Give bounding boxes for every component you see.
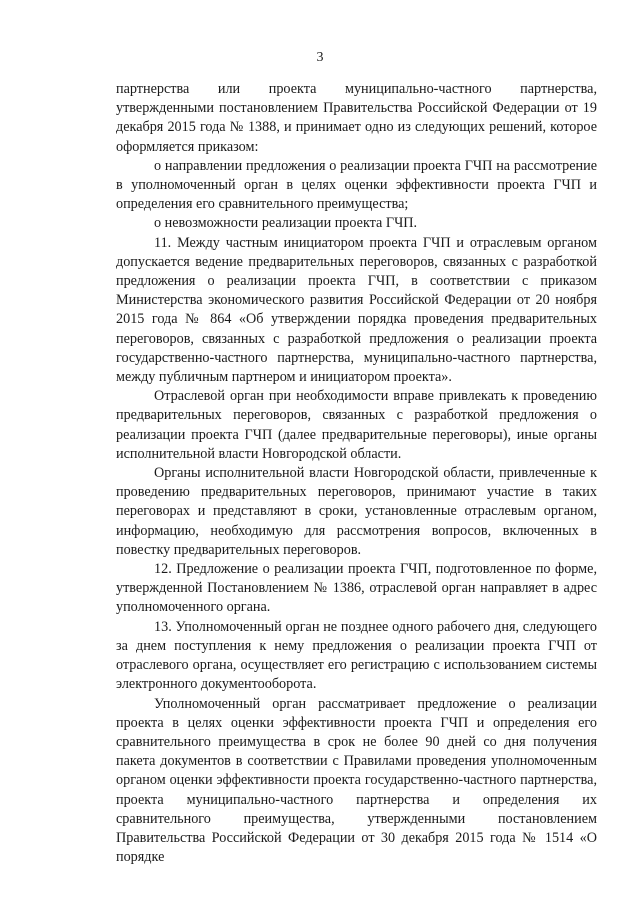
paragraph-item-13: 13. Уполномоченный орган не позднее одного рабочего дня, следующего за днем поступления к нему предложения о реализации проекта ГЧП от отраслевого органа, осуществляет его регистрацию с использованием системы электронного документооборота. bbox=[116, 618, 597, 693]
paragraph-authorized-body: Уполномоченный орган рассматривает предложение о реализации проекта в целях оценки эффективности проекта ГЧП и определения его сравнительного преимущества в срок не более 90 дней со дня получения пакета документов в соответствии с Правилами проведения уполномоченным органом оценки эффективности проекта государственно-частного партнерства, проекта муниципально-частного партнерства и определения их сравнительного преимущества, утвержденными постановлением Правительства Российской Федерации от 30 декабря 2015 года № 1514 «О порядке bbox=[116, 695, 597, 866]
paragraph-option-impossibility: о невозможности реализации проекта ГЧП. bbox=[154, 215, 418, 232]
paragraph-option-referral: о направлении предложения о реализации проекта ГЧП на рассмотрение в уполномоченный орган в целях оценки эффективности проекта ГЧП и определения его сравнительного преимущества; bbox=[116, 157, 597, 213]
paragraph-industry-body: Отраслевой орган при необходимости вправе привлекать к проведению предварительных переговоров, связанных с разработкой предложения о реализации проекта ГЧП (далее предварительные переговоры), иные органы исполнительной власти Новгородской области. bbox=[116, 388, 597, 462]
paragraph-continuation: партнерства или проекта муниципально-частного партнерства, утвержденными постановлением Правительства Российской Федерации от 19 декабря 2015 года № 1388, и принимает одно из следующих решений, которое оформляется приказом: bbox=[116, 81, 597, 155]
paragraph-item-12: 12. Предложение о реализации проекта ГЧП, подготовленное по форме, утвержденной Постановлением № 1386, отраслевой орган направляет в адрес уполномоченного органа. bbox=[116, 561, 597, 616]
paragraph-executive-bodies: Органы исполнительной власти Новгородской области, привлеченные к проведению предварительных переговоров, принимают участие в таких переговорах и представляют в сроки, установленные отраслевым органом, информацию, необходимую для рассмотрения вопросов, включенных в повестку предварительных переговоров. bbox=[116, 465, 597, 558]
document-body bbox=[116, 80, 597, 867]
paragraph-item-11: 11. Между частным инициатором проекта ГЧП и отраслевым органом допускается ведение предварительных переговоров, связанных с разработкой предложения о реализации проекта ГЧП, в соответствии с приказом Министерства экономического развития Российской Федерации от 20 ноября 2015 года № 864 «Об утверждении порядка проведения предварительных переговоров, связанных с разработкой предложения о реализации проекта государственно-частного партнерства, муниципально-частного партнерства, между публичным партнером и инициатором проекта». bbox=[116, 234, 597, 386]
page-number: 3 bbox=[316, 50, 324, 65]
